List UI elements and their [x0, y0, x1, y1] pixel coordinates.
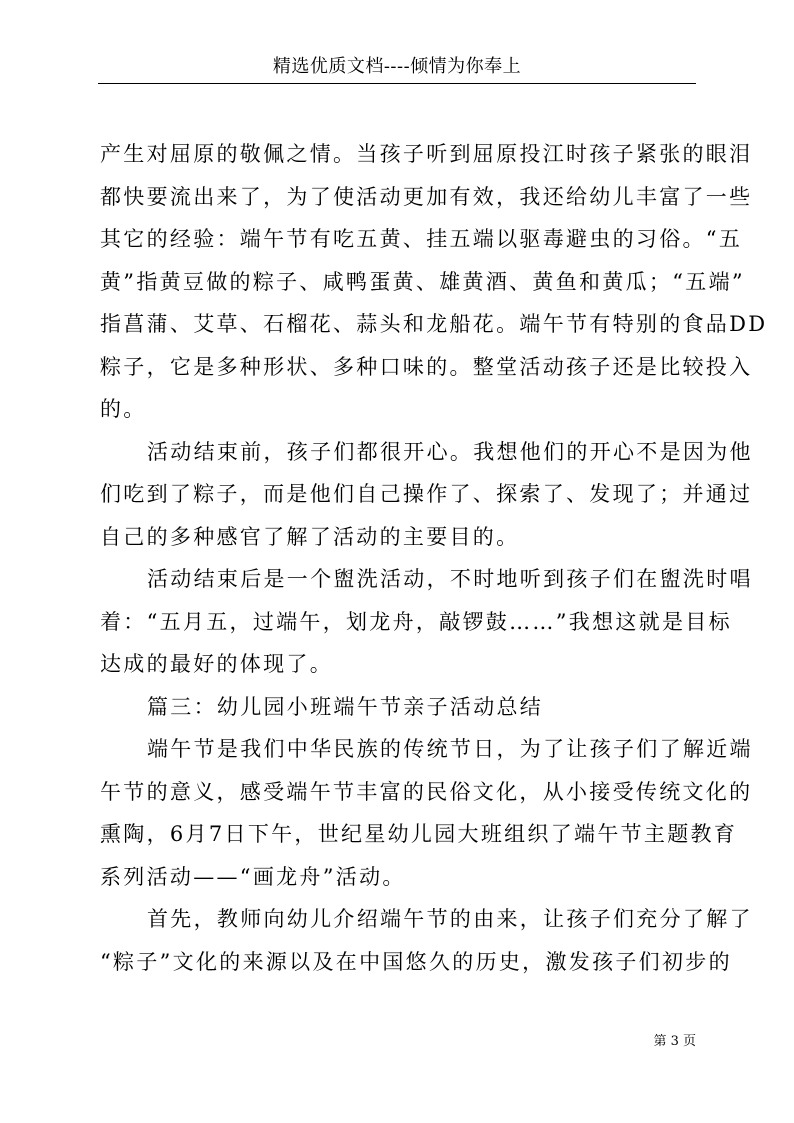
text-line: 活动结束前，孩子们都很开心。我想他们的开心不是因为他: [147, 439, 753, 464]
header-divider: [98, 83, 696, 84]
page-number: 第 3 页: [653, 1034, 696, 1049]
text-line: 达成的最好的体现了。: [100, 652, 333, 676]
page-header-title: 精选优质文档----倾情为你奉上: [272, 56, 522, 77]
text-line: 产生对屈原的敬佩之情。当孩子听到屈原投江时孩子紧张的眼泪: [100, 142, 753, 166]
text-line: 粽子，它是多种形状、多种口味的。整堂活动孩子还是比较投入: [100, 354, 753, 379]
text-line: 着：“五月五，过端午，划龙舟，敲锣鼓……”我想这就是目标: [100, 609, 732, 634]
text-line: 自己的多种感官了解了活动的主要目的。: [100, 524, 520, 549]
text-line: 端午节是我们中华民族的传统节日，为了让孩子们了解近端: [147, 737, 753, 761]
document-body: [100, 138, 768, 979]
text-line: “粽子”文化的来源以及在中国悠久的历史，激发孩子们初步的: [100, 949, 732, 974]
text-line: 午节的意义，感受端午节丰富的民俗文化，从小接受传统文化的: [100, 779, 753, 804]
text-line: 首先，教师向幼儿介绍端午节的由来，让孩子们充分了解了: [147, 907, 753, 931]
text-line: 们吃到了粽子，而是他们自己操作了、探索了、发现了；并通过: [100, 482, 753, 506]
text-line: 其它的经验：端午节有吃五黄、挂五端以驱毒避虫的习俗。“五: [100, 227, 743, 251]
text-line: 指菖蒲、艾草、石榴花、蒜头和龙船花。端午节有特别的食品DD: [100, 312, 768, 336]
text-line: 黄”指黄豆做的粽子、咸鸭蛋黄、雄黄酒、黄鱼和黄瓜；“五端”: [100, 269, 745, 294]
section-heading: 篇三：幼儿园小班端午节亲子活动总结: [147, 694, 544, 719]
text-line: 系列活动——“画龙舟”活动。: [100, 864, 406, 889]
text-line: 的。: [100, 397, 147, 421]
text-line: 活动结束后是一个盥洗活动，不时地听到孩子们在盥洗时唱: [147, 567, 753, 591]
text-line: 都快要流出来了，为了使活动更加有效，我还给幼儿丰富了一些: [100, 184, 753, 209]
text-line: 熏陶，6月7日下午，世纪星幼儿园大班组织了端午节主题教育: [100, 822, 738, 846]
